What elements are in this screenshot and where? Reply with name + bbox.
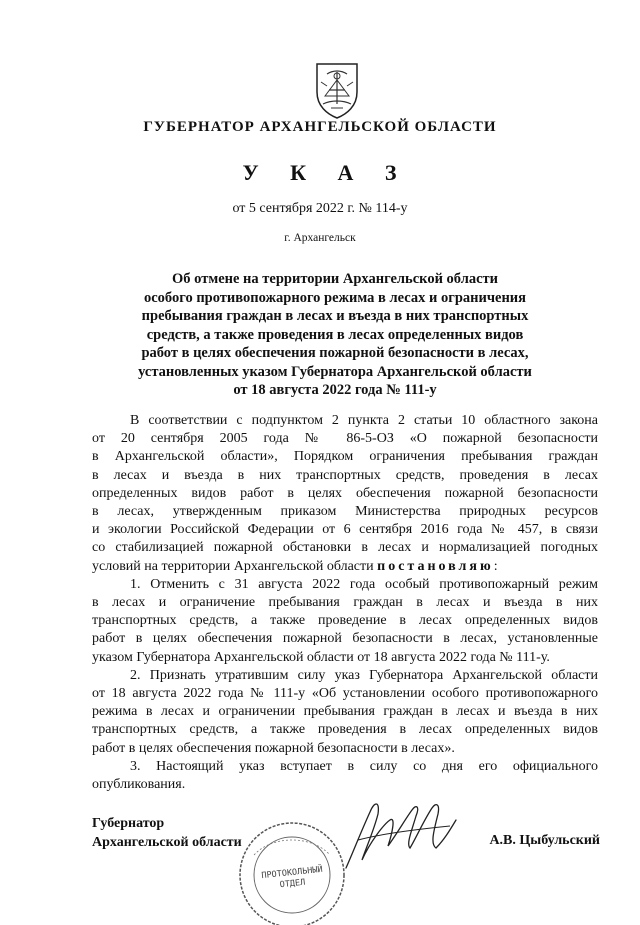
preamble-line: со стабилизацией пожарной обстановки в лесах и нормализацией погодных bbox=[92, 540, 598, 556]
item-1-line: указом Губернатора Архангельской области от 18 августа 2022 года № 111-у. bbox=[92, 649, 550, 665]
item-1-paragraph bbox=[92, 576, 598, 667]
item-1-line: работ в целях обеспечения пожарной безопасности в лесах, установленные bbox=[92, 631, 598, 647]
title-line: от 18 августа 2022 года № 111-у bbox=[233, 382, 437, 398]
item-1-line: транспортных средств, а также проведение в лесах определенных видов bbox=[92, 613, 598, 629]
preamble-line: в лесах и въезда в них транспортных средств, проведения в лесах bbox=[92, 467, 598, 483]
decree-body bbox=[92, 412, 598, 794]
title-line: особого противопожарного режима в лесах и ограничения bbox=[143, 289, 527, 306]
preamble-final-line bbox=[92, 558, 598, 576]
position-line: Архангельской области bbox=[92, 835, 242, 850]
decree-title bbox=[120, 270, 550, 400]
title-line: установленных указом Губернатора Архангельской области bbox=[138, 363, 532, 380]
preamble-line: и экологии Российской Федерации от 6 сентября 2016 года № 457, в связи bbox=[92, 522, 598, 538]
signatory-position bbox=[92, 814, 242, 852]
position-line: Губернатор bbox=[92, 816, 165, 831]
decree-date-number: от 5 сентября 2022 г. № 114-у bbox=[232, 201, 408, 216]
city-label: г. Архангельск bbox=[284, 232, 356, 244]
preamble-line: в Архангельской области», Порядком ограничения пребывания граждан bbox=[92, 449, 598, 465]
title-line: Об отмене на территории Архангельской области bbox=[171, 271, 498, 287]
item-3-line: опубликования. bbox=[92, 777, 186, 793]
item-3-line: 3. Настоящий указ вступает в силу со дня его официального bbox=[130, 758, 598, 774]
item-1-line: 1. Отменить с 31 августа 2022 года особый противопожарный режим bbox=[130, 576, 598, 592]
item-2-line: 2. Признать утратившим силу указ Губернатора Архангельской области bbox=[130, 667, 598, 683]
signatory-name: А.В. Цыбульский bbox=[489, 833, 600, 848]
preamble-line: В соответствии с подпунктом 2 пункта 2 статьи 10 областного закона bbox=[130, 413, 598, 428]
item-3-paragraph bbox=[92, 758, 598, 794]
stamp-text: ПРОТОКОЛЬНЫЙ ОТДЕЛ bbox=[261, 864, 324, 891]
decree-colon: : bbox=[493, 558, 498, 574]
item-2-line: работ в целях обеспечения пожарной безопасности в лесах». bbox=[92, 740, 455, 756]
item-1-line: в лесах и ограничение пребывания граждан в лесах и въезда в них bbox=[92, 595, 598, 611]
title-line: работ в целях обеспечения пожарной безопасности в лесах, bbox=[141, 345, 529, 361]
title-line: пребывания граждан в лесах и въезда в них транспортных bbox=[141, 308, 529, 324]
item-2-line: транспортных средств, а также проведения в лесах определенных видов bbox=[92, 722, 598, 738]
document-type-heading: У К А З bbox=[242, 160, 410, 185]
preamble-line: в лесах, утвержденным приказом Министерства природных ресурсов bbox=[92, 504, 598, 520]
item-2-line: режима в лесах и ограничении пребывания граждан в лесах и въезда в них bbox=[92, 704, 598, 720]
item-2-line: от 18 августа 2022 года № 111-у «Об установлении особого противопожарного bbox=[92, 686, 598, 702]
coat-of-arms-emblem bbox=[307, 60, 367, 120]
item-2-paragraph bbox=[92, 667, 598, 758]
preamble-line: условий на территории Архангельской области bbox=[92, 558, 374, 574]
handwritten-signature bbox=[340, 790, 470, 880]
title-line: средств, а также проведения в лесах определенных видов bbox=[146, 326, 524, 343]
issuer-heading: ГУБЕРНАТОР АРХАНГЕЛЬСКОЙ ОБЛАСТИ bbox=[143, 119, 497, 135]
decree-word: постановляю bbox=[377, 558, 494, 574]
preamble-line: определенных видов работ в целях обеспечения пожарной безопасности bbox=[92, 485, 598, 501]
preamble-line: от 20 сентября 2005 года № 86-5-ОЗ «О пожарной безопасности bbox=[92, 431, 598, 447]
preamble-paragraph bbox=[92, 412, 598, 576]
